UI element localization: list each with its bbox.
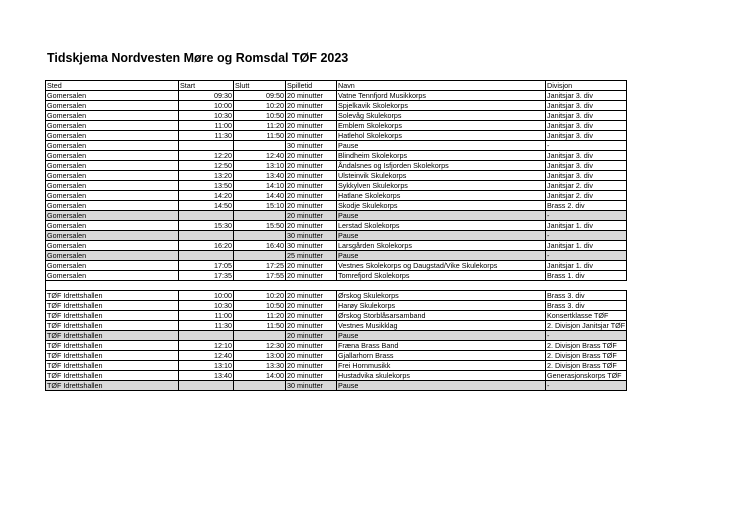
cell-divisjon: Janitsjar 3. div (546, 91, 627, 101)
cell-start: 14:20 (179, 191, 234, 201)
cell-sted: Gomersalen (46, 231, 179, 241)
header-sted: Sted (46, 81, 179, 91)
cell-slutt: 14:40 (234, 191, 286, 201)
empty-cell (337, 281, 546, 291)
cell-start: 09:30 (179, 91, 234, 101)
cell-navn: Ørskog Skulekorps (337, 291, 546, 301)
cell-spilletid: 20 minutter (286, 351, 337, 361)
cell-start: 10:00 (179, 101, 234, 111)
cell-slutt (234, 141, 286, 151)
cell-navn: Åndalsnes og Isfjorden Skolekorps (337, 161, 546, 171)
cell-sted: Gomersalen (46, 151, 179, 161)
cell-navn: Spjelkavik Skolekorps (337, 101, 546, 111)
cell-sted: Gomersalen (46, 261, 179, 271)
cell-start: 12:40 (179, 351, 234, 361)
blank-row (46, 281, 627, 291)
table-row (46, 91, 627, 101)
cell-sted: Gomersalen (46, 91, 179, 101)
table-row (46, 301, 627, 311)
cell-navn: Harøy Skulekorps (337, 301, 546, 311)
cell-navn: Vestnes Musikklag (337, 321, 546, 331)
cell-navn: Pause (337, 231, 546, 241)
cell-sted: TØF Idrettshallen (46, 291, 179, 301)
cell-start: 10:30 (179, 301, 234, 311)
cell-navn: Gjallarhorn Brass (337, 351, 546, 361)
cell-sted: Gomersalen (46, 241, 179, 251)
cell-divisjon: Janitsjar 3. div (546, 151, 627, 161)
cell-sted: TØF Idrettshallen (46, 321, 179, 331)
cell-navn: Pause (337, 141, 546, 151)
cell-navn: Ulsteinvik Skulekorps (337, 171, 546, 181)
cell-navn: Lerstad Skolekorps (337, 221, 546, 231)
cell-navn: Hatlane Skolekorps (337, 191, 546, 201)
cell-navn: Ørskog Storblåsarsamband (337, 311, 546, 321)
cell-start: 13:50 (179, 181, 234, 191)
table-row (46, 181, 627, 191)
cell-spilletid: 20 minutter (286, 171, 337, 181)
cell-sted: TØF Idrettshallen (46, 351, 179, 361)
cell-sted: Gomersalen (46, 111, 179, 121)
cell-slutt: 11:20 (234, 311, 286, 321)
table-row (46, 231, 627, 241)
cell-navn: Hustadvika skulekorps (337, 371, 546, 381)
cell-slutt: 10:20 (234, 101, 286, 111)
cell-divisjon: Janitsjar 3. div (546, 121, 627, 131)
cell-divisjon: Janitsjar 3. div (546, 161, 627, 171)
cell-start: 10:30 (179, 111, 234, 121)
cell-navn: Tomrefjord Skolekorps (337, 271, 546, 281)
cell-start: 11:30 (179, 321, 234, 331)
cell-divisjon: - (546, 231, 627, 241)
cell-divisjon: Janitsjar 2. div (546, 191, 627, 201)
cell-sted: Gomersalen (46, 171, 179, 181)
cell-sted: Gomersalen (46, 191, 179, 201)
cell-divisjon: Janitsjar 1. div (546, 241, 627, 251)
cell-start: 12:20 (179, 151, 234, 161)
cell-start: 13:40 (179, 371, 234, 381)
cell-sted: TØF Idrettshallen (46, 371, 179, 381)
cell-divisjon: Janitsjar 1. div (546, 261, 627, 271)
table-row (46, 141, 627, 151)
cell-divisjon: Brass 3. div (546, 291, 627, 301)
cell-divisjon: Konsertklasse TØF (546, 311, 627, 321)
cell-divisjon: Generasjonskorps TØF (546, 371, 627, 381)
table-row (46, 211, 627, 221)
cell-spilletid: 20 minutter (286, 151, 337, 161)
cell-spilletid: 20 minutter (286, 191, 337, 201)
table-row (46, 131, 627, 141)
cell-spilletid: 20 minutter (286, 111, 337, 121)
table-row (46, 121, 627, 131)
cell-divisjon: Brass 3. div (546, 301, 627, 311)
table-row (46, 271, 627, 281)
cell-start: 11:30 (179, 131, 234, 141)
cell-slutt: 10:50 (234, 111, 286, 121)
cell-slutt: 09:50 (234, 91, 286, 101)
header-navn: Navn (337, 81, 546, 91)
cell-start: 13:20 (179, 171, 234, 181)
cell-sted: TØF Idrettshallen (46, 341, 179, 351)
cell-sted: Gomersalen (46, 221, 179, 231)
cell-sted: Gomersalen (46, 121, 179, 131)
cell-navn: Pause (337, 251, 546, 261)
cell-start: 16:20 (179, 241, 234, 251)
cell-navn: Fræna Brass Band (337, 341, 546, 351)
cell-spilletid: 20 minutter (286, 221, 337, 231)
cell-slutt: 11:20 (234, 121, 286, 131)
cell-start (179, 251, 234, 261)
cell-slutt: 14:10 (234, 181, 286, 191)
document-title: Tidskjema Nordvesten Møre og Romsdal TØF 2023 (47, 51, 349, 65)
cell-slutt: 13:40 (234, 171, 286, 181)
cell-sted: TØF Idrettshallen (46, 331, 179, 341)
cell-divisjon: - (546, 381, 627, 391)
cell-spilletid: 20 minutter (286, 161, 337, 171)
cell-sted: TØF Idrettshallen (46, 381, 179, 391)
cell-slutt (234, 331, 286, 341)
cell-slutt: 16:40 (234, 241, 286, 251)
header-start: Start (179, 81, 234, 91)
cell-spilletid: 30 minutter (286, 241, 337, 251)
empty-cell (179, 281, 234, 291)
cell-slutt (234, 381, 286, 391)
cell-start: 12:50 (179, 161, 234, 171)
cell-spilletid: 20 minutter (286, 261, 337, 271)
cell-spilletid: 20 minutter (286, 271, 337, 281)
table-row (46, 321, 627, 331)
cell-sted: Gomersalen (46, 251, 179, 261)
cell-navn: Pause (337, 331, 546, 341)
empty-cell (234, 281, 286, 291)
cell-spilletid: 20 minutter (286, 91, 337, 101)
header-row (46, 81, 627, 91)
table-row (46, 261, 627, 271)
cell-spilletid: 30 minutter (286, 141, 337, 151)
cell-spilletid: 20 minutter (286, 331, 337, 341)
cell-slutt (234, 231, 286, 241)
cell-sted: TØF Idrettshallen (46, 311, 179, 321)
cell-divisjon: Janitsjar 3. div (546, 171, 627, 181)
table-row (46, 351, 627, 361)
header-spilletid: Spilletid (286, 81, 337, 91)
cell-slutt: 13:10 (234, 161, 286, 171)
cell-divisjon: Brass 1. div (546, 271, 627, 281)
cell-start: 14:50 (179, 201, 234, 211)
table-row (46, 371, 627, 381)
table-row (46, 201, 627, 211)
cell-spilletid: 20 minutter (286, 201, 337, 211)
cell-slutt: 15:10 (234, 201, 286, 211)
cell-spilletid: 30 minutter (286, 231, 337, 241)
cell-divisjon: 2. Divisjon Brass TØF (546, 361, 627, 371)
cell-start: 12:10 (179, 341, 234, 351)
cell-divisjon: Janitsjar 2. div (546, 181, 627, 191)
cell-sted: TØF Idrettshallen (46, 361, 179, 371)
cell-divisjon: 2. Divisjon Brass TØF (546, 351, 627, 361)
cell-spilletid: 20 minutter (286, 291, 337, 301)
cell-spilletid: 20 minutter (286, 181, 337, 191)
table-row (46, 101, 627, 111)
cell-navn: Pause (337, 381, 546, 391)
table-row (46, 151, 627, 161)
cell-navn: Solevåg Skulekorps (337, 111, 546, 121)
cell-slutt: 13:30 (234, 361, 286, 371)
cell-slutt: 11:50 (234, 321, 286, 331)
cell-sted: Gomersalen (46, 141, 179, 151)
cell-start (179, 381, 234, 391)
empty-cell (46, 281, 179, 291)
cell-spilletid: 20 minutter (286, 361, 337, 371)
cell-divisjon: - (546, 211, 627, 221)
table-row (46, 161, 627, 171)
cell-navn: Sykkylven Skulekorps (337, 181, 546, 191)
cell-start: 10:00 (179, 291, 234, 301)
cell-spilletid: 20 minutter (286, 301, 337, 311)
header-slutt: Slutt (234, 81, 286, 91)
cell-start (179, 211, 234, 221)
cell-slutt: 17:25 (234, 261, 286, 271)
cell-slutt: 12:40 (234, 151, 286, 161)
table-row (46, 221, 627, 231)
cell-divisjon: Janitsjar 3. div (546, 111, 627, 121)
schedule-table (45, 80, 627, 391)
cell-spilletid: 20 minutter (286, 321, 337, 331)
table-row (46, 241, 627, 251)
cell-start: 15:30 (179, 221, 234, 231)
cell-navn: Vatne Tennfjord Musikkorps (337, 91, 546, 101)
cell-start: 17:05 (179, 261, 234, 271)
cell-sted: Gomersalen (46, 201, 179, 211)
cell-navn: Hatlehol Skolekorps (337, 131, 546, 141)
cell-slutt: 12:30 (234, 341, 286, 351)
table-row (46, 251, 627, 261)
cell-slutt: 14:00 (234, 371, 286, 381)
cell-divisjon: Janitsjar 1. div (546, 221, 627, 231)
cell-slutt (234, 211, 286, 221)
table-row (46, 171, 627, 181)
cell-divisjon: 2. Divisjon Brass TØF (546, 341, 627, 351)
cell-navn: Emblem Skolekorps (337, 121, 546, 131)
cell-spilletid: 20 minutter (286, 121, 337, 131)
cell-start: 17:35 (179, 271, 234, 281)
cell-divisjon: Janitsjar 3. div (546, 131, 627, 141)
cell-sted: Gomersalen (46, 101, 179, 111)
table-row (46, 311, 627, 321)
cell-sted: Gomersalen (46, 271, 179, 281)
cell-divisjon: Brass 2. div (546, 201, 627, 211)
cell-start: 11:00 (179, 311, 234, 321)
empty-cell (546, 281, 627, 291)
cell-slutt: 11:50 (234, 131, 286, 141)
cell-spilletid: 25 minutter (286, 251, 337, 261)
cell-spilletid: 20 minutter (286, 131, 337, 141)
table-row (46, 341, 627, 351)
cell-start: 13:10 (179, 361, 234, 371)
empty-cell (286, 281, 337, 291)
cell-spilletid: 20 minutter (286, 311, 337, 321)
cell-sted: Gomersalen (46, 181, 179, 191)
cell-divisjon: - (546, 331, 627, 341)
table-row (46, 111, 627, 121)
table-row (46, 291, 627, 301)
cell-slutt: 10:50 (234, 301, 286, 311)
cell-start: 11:00 (179, 121, 234, 131)
cell-sted: Gomersalen (46, 131, 179, 141)
cell-navn: Blindheim Skolekorps (337, 151, 546, 161)
cell-start (179, 141, 234, 151)
cell-spilletid: 20 minutter (286, 211, 337, 221)
cell-slutt: 13:00 (234, 351, 286, 361)
cell-start (179, 231, 234, 241)
cell-start (179, 331, 234, 341)
cell-divisjon: Janitsjar 3. div (546, 101, 627, 111)
table-row (46, 331, 627, 341)
cell-navn: Vestnes Skolekorps og Daugstad/Vike Skulekorps (337, 261, 546, 271)
table-row (46, 191, 627, 201)
cell-navn: Pause (337, 211, 546, 221)
header-divisjon: Divisjon (546, 81, 627, 91)
cell-spilletid: 20 minutter (286, 341, 337, 351)
cell-slutt: 15:50 (234, 221, 286, 231)
cell-divisjon: - (546, 251, 627, 261)
cell-sted: TØF Idrettshallen (46, 301, 179, 311)
cell-slutt: 10:20 (234, 291, 286, 301)
cell-divisjon: - (546, 141, 627, 151)
cell-sted: Gomersalen (46, 211, 179, 221)
cell-navn: Frei Hornmusikk (337, 361, 546, 371)
cell-slutt: 17:55 (234, 271, 286, 281)
cell-navn: Skodje Skulekorps (337, 201, 546, 211)
cell-divisjon: 2. Divisjon Janitsjar TØF (547, 321, 626, 330)
cell-sted: Gomersalen (46, 161, 179, 171)
cell-slutt (234, 251, 286, 261)
cell-spilletid: 20 minutter (286, 101, 337, 111)
table-row (46, 381, 627, 391)
cell-spilletid: 20 minutter (286, 371, 337, 381)
cell-spilletid: 30 minutter (286, 381, 337, 391)
cell-navn: Larsgården Skolekorps (337, 241, 546, 251)
table-row (46, 361, 627, 371)
